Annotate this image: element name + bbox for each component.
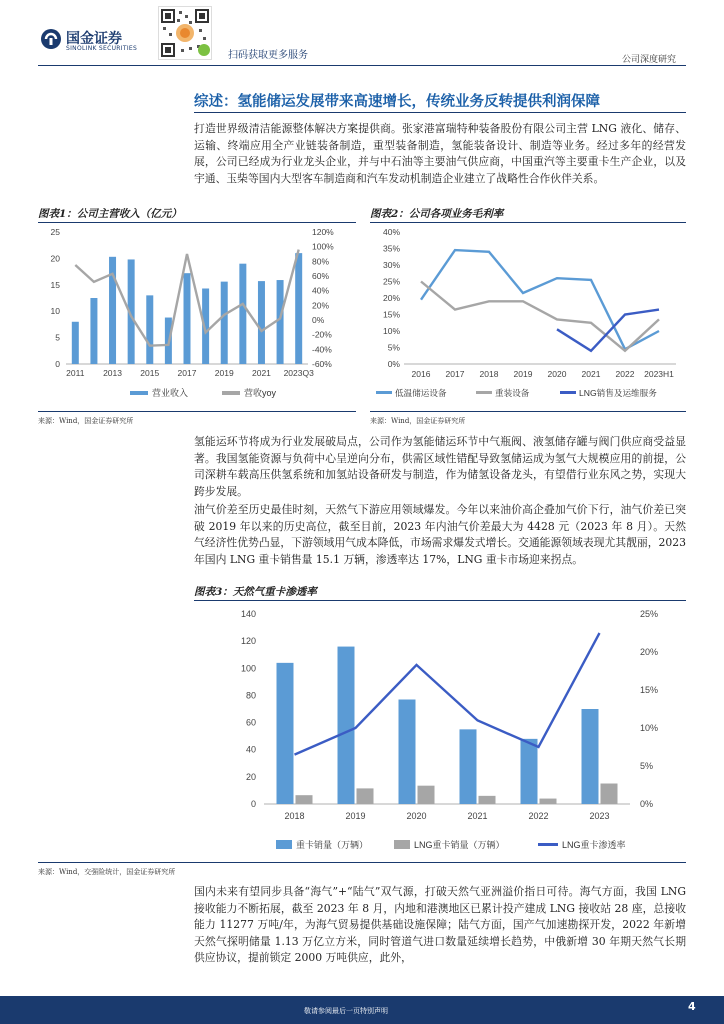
fig3-x-tick: 2018 xyxy=(284,811,305,821)
brand-name-en: SINOLINK SECURITIES xyxy=(66,45,138,52)
fig2-legend-swatch-0 xyxy=(376,391,392,394)
fig2-y-tick: 35% xyxy=(382,243,400,254)
fig1-bar xyxy=(146,295,153,364)
fig3-right-tick: 0% xyxy=(640,799,654,809)
fig1-bar xyxy=(295,253,302,364)
fig1-x-tick: 2017 xyxy=(177,368,197,378)
fig3-left-tick: 20 xyxy=(245,771,256,782)
fig1-left-tick: 10 xyxy=(50,306,60,317)
fig1-legend-label-yoy: 营收yoy xyxy=(244,388,277,398)
fig2-y-tick: 30% xyxy=(382,260,400,270)
fig1-left-tick: 20 xyxy=(50,253,60,264)
paragraph-hydrogen: 氢能运环节将成为行业发展破局点，公司作为氢能储运环节中气瓶阀、液氢储存罐与阀门供应商受益显著。我国氢能资源与负荷中心呈逆向分布，供需区域性错配导致氢储运成为氢气大规模应用的前提，公司深耕车载高压供氢系统和加氢站设备研发与制造，作为储氢设备龙头，有望借行业东风之势，实现大跨步发展。 xyxy=(194,435,686,498)
fig3-x-tick: 2023 xyxy=(589,811,610,821)
fig3-bottom-rule xyxy=(38,862,686,863)
section-title-underline xyxy=(194,112,686,113)
fig2-legend-swatch-2 xyxy=(560,391,576,394)
fig1-left-tick: 5 xyxy=(55,332,60,343)
fig1-source: 来源：Wind，国金证券研究所 xyxy=(38,417,134,425)
fig3-x-tick: 2022 xyxy=(528,811,549,821)
fig3-left-tick: 60 xyxy=(245,717,256,728)
fig1-title-rule xyxy=(38,222,356,223)
fig3-left-tick: 40 xyxy=(245,744,256,755)
fig3-right-tick: 10% xyxy=(640,723,659,733)
fig1-x-tick: 2019 xyxy=(214,368,234,378)
fig2-y-tick: 5% xyxy=(387,342,400,353)
header xyxy=(0,0,724,66)
section-title: 综述：氢能储运发展带来高速增长，传统业务反转提供利润保障 xyxy=(194,94,600,110)
page-number: 4 xyxy=(688,1000,696,1013)
fig3-left-tick: 140 xyxy=(240,609,256,619)
fig2-x-tick: 2023H1 xyxy=(644,369,674,379)
fig3-title: 图表3：天然气重卡渗透率 xyxy=(194,586,317,598)
paragraph-oil-gas: 油气价差至历史最佳时刻，天然气下游应用领域爆发。今年以来油价高企叠加气价下行，油气价差已突破 2019 年以来的历史高位，截至目前，2023 年内油气价差最大为 4428 元（2023 年 8 月）。天然气经济性优势凸显，下游领域用气成本降低，市场需求爆发式增长。交通能源领域表现尤其靓丽，2023 年国内 LNG 重卡销售量 15.1 万辆，渗透率达 17%，LNG 重卡市场迎来拐点。 xyxy=(194,503,686,566)
fig3-bar-heavy-truck xyxy=(582,709,599,804)
fig1-right-tick: -40% xyxy=(312,344,332,355)
fig2-y-tick: 25% xyxy=(382,276,400,287)
fig3-bar-lng-truck xyxy=(601,784,618,804)
fig2-y-tick: 20% xyxy=(382,293,400,303)
fig3-right-tick: 5% xyxy=(640,761,654,771)
fig1-legend-label-revenue: 营业收入 xyxy=(152,388,189,398)
fig3-bar-heavy-truck xyxy=(277,663,294,804)
fig3-x-tick: 2019 xyxy=(345,811,366,821)
fig3-source: 来源：Wind，交强险统计，国金证券研究所 xyxy=(38,868,176,876)
fig2-x-tick: 2017 xyxy=(445,369,465,379)
fig2-bottom-rule xyxy=(370,411,686,412)
fig3-left-tick: 120 xyxy=(240,636,256,647)
fig3-right-tick: 15% xyxy=(640,685,659,695)
fig1-legend-swatch-revenue xyxy=(130,391,148,395)
fig3-bar-lng-truck xyxy=(479,796,496,804)
fig3-x-tick: 2020 xyxy=(406,811,427,821)
fig2-title: 图表2：公司各项业务毛利率 xyxy=(370,208,504,220)
fig1-x-tick: 2013 xyxy=(103,368,122,378)
fig3-legend-label-0: 重卡销量（万辆） xyxy=(296,840,369,850)
fig1-bar xyxy=(221,282,228,364)
fig1-bar xyxy=(277,280,284,364)
brand-name: 国金证券 xyxy=(66,31,122,47)
fig1-x-tick: 2023Q3 xyxy=(283,368,314,378)
fig2-y-tick: 10% xyxy=(382,326,400,336)
fig3-bar-lng-truck xyxy=(418,786,435,804)
fig1-title: 图表1：公司主营收入（亿元） xyxy=(38,208,182,220)
fig2-x-tick: 2021 xyxy=(581,369,601,379)
fig1-right-tick: 40% xyxy=(312,285,330,296)
fig3-bar-heavy-truck xyxy=(460,729,477,804)
fig1-right-tick: 20% xyxy=(312,300,330,311)
fig2-legend-label-2: LNG销售及运维服务 xyxy=(579,388,657,398)
fig1-left-tick: 0 xyxy=(55,359,60,369)
fig3-left-tick: 0 xyxy=(250,799,256,809)
fig2-y-tick: 40% xyxy=(382,227,400,237)
fig1-bar xyxy=(258,281,265,364)
fig2-chart xyxy=(370,224,686,410)
fig2-x-tick: 2019 xyxy=(513,369,533,379)
fig3-legend-label-1: LNG重卡销量（万辆） xyxy=(414,840,505,850)
footer-bar xyxy=(0,996,724,1024)
fig3-legend-swatch-1 xyxy=(394,840,410,849)
fig3-right-tick: 20% xyxy=(640,647,659,657)
fig2-x-tick: 2020 xyxy=(547,369,567,379)
fig3-legend-swatch-2 xyxy=(538,843,558,846)
fig1-right-tick: 120% xyxy=(312,227,334,237)
fig1-left-tick: 15 xyxy=(50,279,60,290)
paragraph-dual-gas: 国内未来有望同步具备“海气”+“陆气”双气源，打破天然气亚洲溢价指日可待。海气方面，我国 LNG 接收能力不断拓展，截至 2023 年 8 月，内地和港澳地区已累计投产建成 LNG 接收站 28 座，总接收能力 11277 万吨/年，为海气贸易提供基础设施保障；陆气方面，国产气加速勘探开发，2022 年新增天然气探明储量 1.13 万亿立方米，同时管道气进口数量延续增长趋势，中俄新增 30 年期天然气长期供应协议，提前锁定 2000 万吨供应，此外， xyxy=(194,885,686,964)
fig2-title-rule xyxy=(370,222,686,223)
fig2-source: 来源：Wind，国金证券研究所 xyxy=(370,417,466,425)
wechat-icon xyxy=(198,44,210,56)
fig2-series-line-0 xyxy=(421,250,659,349)
fig2-y-tick: 15% xyxy=(382,309,400,320)
fig2-x-tick: 2022 xyxy=(615,369,635,379)
fig2-y-tick: 0% xyxy=(387,359,400,369)
fig3-legend-swatch-0 xyxy=(276,840,292,849)
fig1-right-tick: 0% xyxy=(312,315,325,325)
fig1-x-tick: 2015 xyxy=(140,368,160,378)
fig1-bar xyxy=(184,273,191,364)
fig1-x-tick: 2021 xyxy=(252,368,271,378)
fig1-x-tick: 2011 xyxy=(66,368,85,378)
fig1-chart xyxy=(38,224,356,410)
footer-disclaimer[interactable]: 敬请参阅最后一页特别声明 xyxy=(304,1007,388,1015)
fig1-legend-swatch-yoy xyxy=(222,391,240,395)
fig2-legend-label-1: 重装设备 xyxy=(495,388,530,398)
fig1-right-tick: 80% xyxy=(312,256,330,267)
fig1-bar xyxy=(239,264,246,364)
fig3-bar-lng-truck xyxy=(357,788,374,804)
fig2-legend-label-0: 低温储运设备 xyxy=(395,388,447,398)
fig3-bar-heavy-truck xyxy=(521,739,538,804)
fig1-bottom-rule xyxy=(38,411,356,412)
header-divider xyxy=(38,65,686,66)
fig1-right-tick: -20% xyxy=(312,329,332,340)
fig1-left-tick: 25 xyxy=(50,227,60,237)
fig2-x-tick: 2016 xyxy=(411,369,431,379)
fig3-x-tick: 2021 xyxy=(467,811,488,821)
fig3-legend-label-2: LNG重卡渗透率 xyxy=(562,840,626,850)
paragraph-intro: 打造世界级清洁能源整体解决方案提供商。张家港富瑞特种装备股份有限公司主营 LNG 液化、储存、运输、终端应用全产业链装备制造，重型装备制造，氢能装备设计、制造等业务。经过多年的经营发展，公司已经成为行业龙头企业，并与中石油等主要油气供应商，中国重汽等主要重卡生产企业，以及宇通、玉柴等国内大型客车制造商和汽车发动机制造企业建立了战略性合作伙伴关系。 xyxy=(194,122,686,185)
report-type: 公司深度研究 xyxy=(622,55,677,65)
fig1-bar xyxy=(90,298,97,364)
fig3-right-tick: 25% xyxy=(640,609,659,619)
fig3-title-rule xyxy=(194,600,686,601)
fig3-left-tick: 100 xyxy=(240,663,256,674)
fig3-left-tick: 80 xyxy=(245,690,256,701)
fig3-bar-heavy-truck xyxy=(338,647,355,804)
fig1-right-tick: 60% xyxy=(312,271,330,281)
fig1-bar xyxy=(72,322,79,364)
fig3-bar-lng-truck xyxy=(540,799,557,804)
fig2-legend-swatch-1 xyxy=(476,391,492,394)
brand-logo-icon xyxy=(40,28,62,50)
fig3-bar-heavy-truck xyxy=(399,700,416,805)
fig2-x-tick: 2018 xyxy=(479,369,499,379)
fig1-right-tick: -60% xyxy=(312,359,332,369)
fig3-chart xyxy=(194,602,686,860)
fig3-bar-lng-truck xyxy=(296,795,313,804)
scan-service-text[interactable]: 扫码获取更多服务 xyxy=(228,50,308,61)
fig1-right-tick: 100% xyxy=(312,241,334,252)
